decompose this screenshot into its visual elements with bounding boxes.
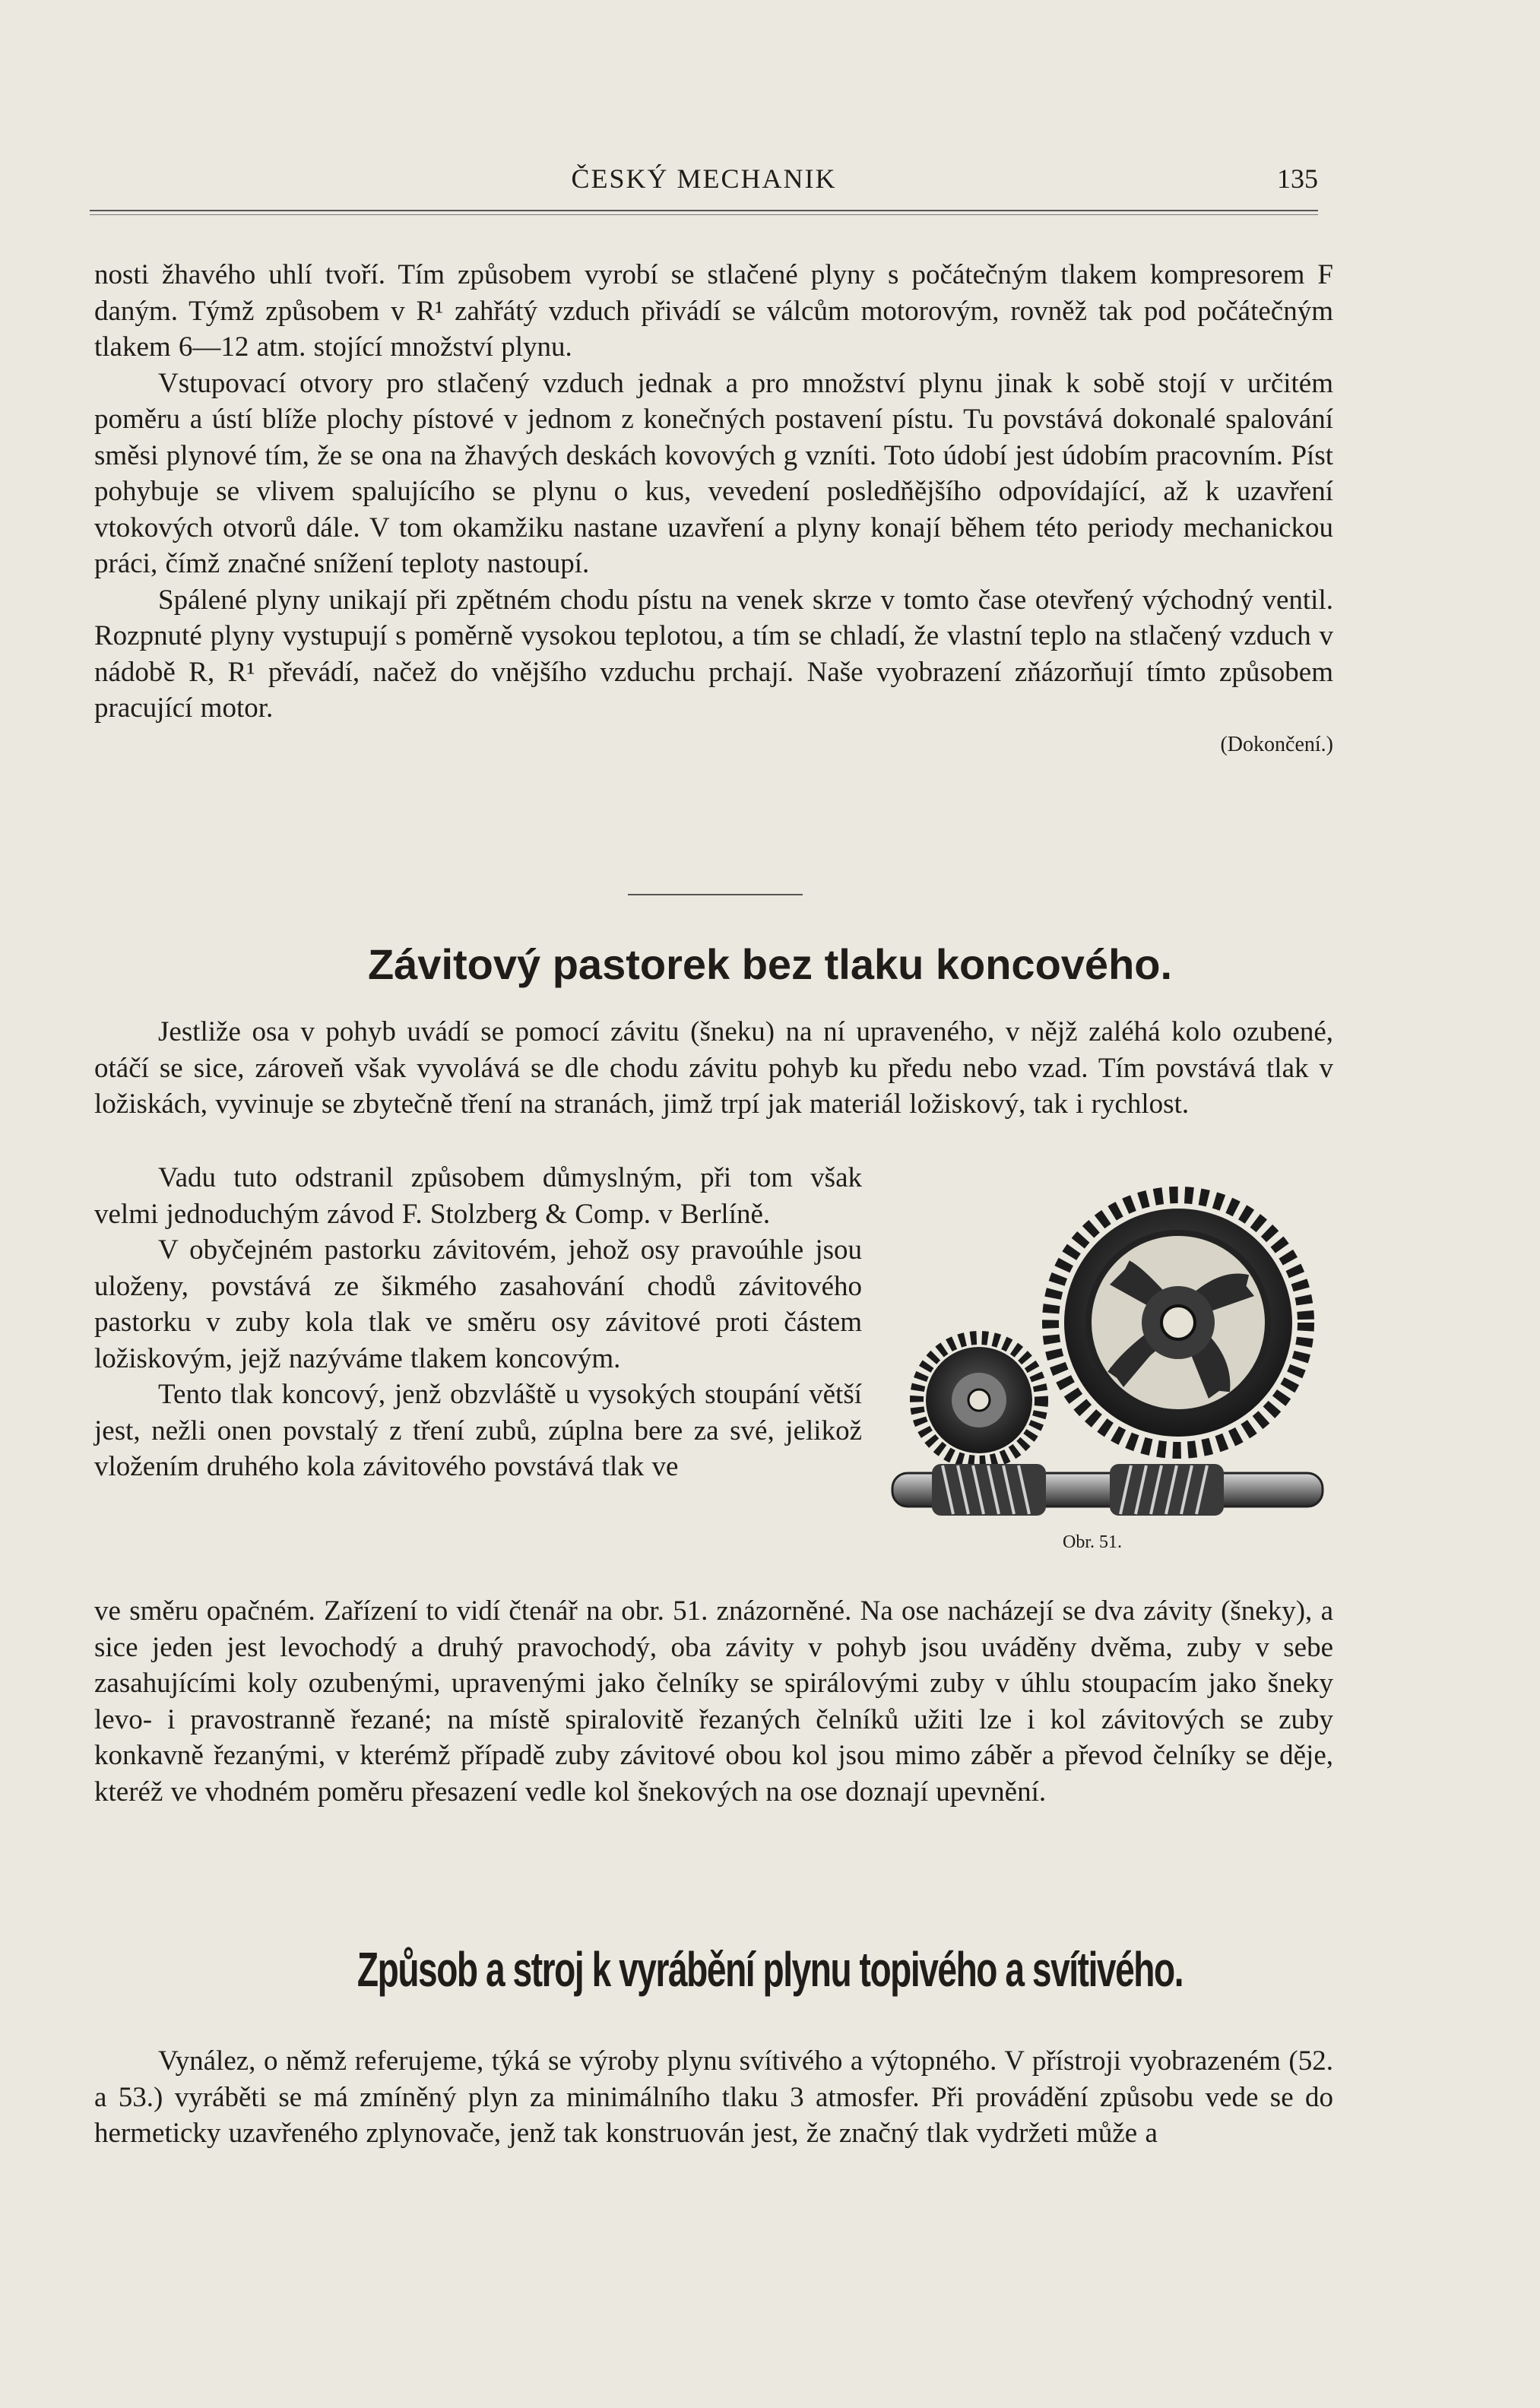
small-gear (917, 1338, 1041, 1462)
section-separator (628, 894, 803, 895)
paragraph: V obyčejném pastorku závitovém, jehož osy pravoúhle jsou uloženy, povstává ze šikmého zasahování chodů závitového pastorku v zuby kola tlak ve směru osy závitové proti částem ložiskovým, jejž nazýváme tlakem koncovým. (94, 1234, 862, 1374)
header-rule (90, 210, 1318, 215)
page-header (90, 163, 1318, 208)
running-title: ČESKÝ MECHANIK (571, 163, 837, 194)
paragraph: Spálené plyny unikají při zpětném chodu pístu na venek skrze v tomto čase otevřený východný ventil. Rozpnuté plyny vystupují s poměrně vysokou teplotou, a tím se chladí, že vlastní teplo na stlačený vzduch v nádobě R, R¹ převádí, načež do vnějšího vzduchu prchají. Naše vyobrazení zňázorňují tímto způsobem pracující motor. (94, 584, 1333, 724)
paragraph: Jestliže osa v pohyb uvádí se pomocí závitu (šneku) na ní upraveného, v nějž zaléhá kolo ozubené, otáčí se sice, zároveň však vyvolává se dle chodu závitu pohyb ku předu nebo vzad. Tím povstává tlak v ložiskách, vyvinuje se zbytečně tření na stranách, jimž trpí jak materiál ložiskový, tak i rychlost. (94, 1016, 1333, 1120)
page-number: 135 (1277, 163, 1318, 194)
worm-gear-illustration (882, 1186, 1338, 1581)
paragraph: Vadu tuto odstranil způsobem důmyslným, při tom však velmi jednoduchým závod F. Stolzberg & Comp. v Berlíně. (94, 1162, 862, 1230)
section3-body (94, 2043, 1333, 2152)
paragraph: Vynález, o němž referujeme, týká se výroby plynu svítivého a výtopného. V přístroji vyobrazeném (52. a 53.) vyráběti se má zmíněný plyn za minimálního tlaku 3 atmosfer. Při provádění způsobu vede se do hermeticky uzavřeného zplynovače, jenž tak konstruován jest, že značný tlak vydržeti může a (94, 2045, 1333, 2149)
section2-intro (94, 1014, 1333, 1123)
paragraph: Tento tlak koncový, jenž obzvláště u vysokých stoupání větší jest, nežli onen povstalý z tření zubů, zúplna bere za své, jelikož vložením druhého kola závitového povstává tlak ve (94, 1379, 862, 1482)
large-gear (1050, 1195, 1306, 1450)
worm-shaft (892, 1464, 1323, 1516)
section2-continuation (94, 1593, 1333, 1810)
continuation-note: (Dokončení.) (1220, 732, 1333, 756)
article-title: Způsob a stroj k vyrábění plynu topivého a svítivého. (356, 1942, 1184, 1997)
paragraph: ve směru opačném. Zařízení to vidí čtenář na obr. 51. znázorněné. Na ose nacházejí se dva závity (šneky), a sice jeden jest levochodý a druhý pravochodý, oba závity v pohyb jsou uváděny dvěma, zuby v sebe zasahujícími koly ozubenými, upravenými jako čelníky se spirálovými zuby v úhlu stoupacím jako šneky levo- i pravostranně řezané; na místě spiralovitě řezaných čelníků užiti lze i kol závitových se zuby konkavně řezanými, v kterémž případě zuby závitové obou kol jsou mimo záběr a převod čelníky se děje, kteréž ve vhodném poměru přesazení vedle kol šnekových na ose doznají upevnění. (94, 1595, 1333, 1808)
figure-caption: Obr. 51. (1063, 1532, 1122, 1552)
article-title: Závitový pastorek bez tlaku koncového. (367, 940, 1173, 988)
paragraph: Vstupovací otvory pro stlačený vzduch jednak a pro množství plynu jinak k sobě stojí v určitém poměru a ústí blíže plochy pístové v jednom z konečných postavení pístu. Tu povstává dokonalé spalování směsi plynové tím, že se ona na žhavých deskách kovových g vzníti. Toto údobí jest údobím pracovním. Píst pohybuje se vlivem spalujícího se plynu o kus, vevedení posledňějšího odpovídající, až k uzavření vtokových otvorů dále. V tom okamžiku nastane uzavření a plyny konají během této periody mechanickou práci, čímž značné snížení teploty nastoupí. (94, 367, 1333, 579)
worm-gear-figure (882, 1186, 1338, 1581)
section1-body (94, 257, 1333, 762)
section2-wrapped-text (94, 1160, 862, 1485)
paragraph: nosti žhavého uhlí tvoří. Tím způsobem vyrobí se stlačené plyny s počátečným tlakem kompresorem F daným. Týmž způsobem v R¹ zahřátý vzduch přivádí se válcům motorovým, rovněž tak pod počátečným tlakem 6—12 atm. stojící množství plynu. (94, 259, 1333, 363)
